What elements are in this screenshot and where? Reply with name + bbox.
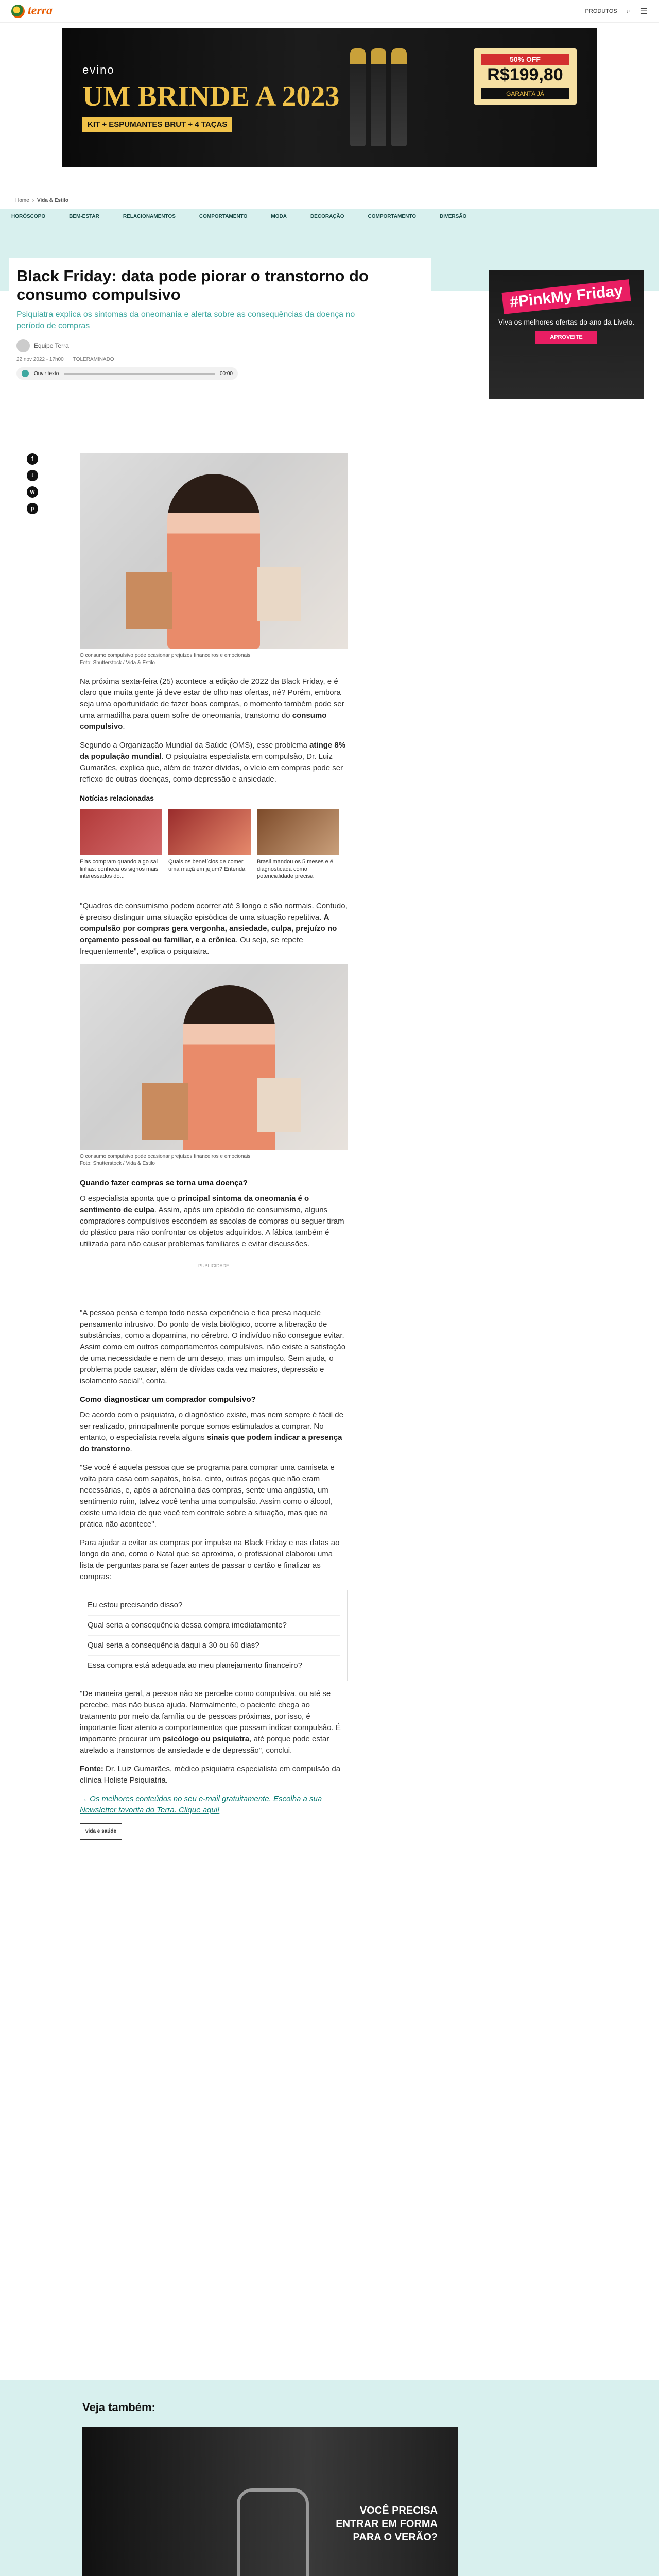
ad-brand: evino xyxy=(82,63,115,76)
text: . Ou seja, se repete frequentemente", explica o psiquiatra. xyxy=(80,936,303,956)
text-bold: principal sintoma da oneomania é o sentimento de culpa xyxy=(80,1194,309,1214)
side-ad-text: Viva os melhores ofertas do ano da Livelo. xyxy=(498,318,635,326)
ad-banner[interactable] xyxy=(62,28,597,167)
quote-paragraph xyxy=(80,901,348,957)
paragraph-2 xyxy=(80,740,348,785)
video-overlay-text: VOCÊ PRECISA ENTRAR EM FORMA PARA O VERÃO? xyxy=(336,2505,438,2543)
shopping-bag-image xyxy=(257,567,301,621)
text: "De maneira geral, a pessoa não se percebe como compulsiva, ou até se percebe, mas não busca ajuda. Normalmente, o paciente chega ao tratamento por meio da família ou de pessoas próximas, por isso, é importante ficar atento a comportamentos que possam indicar compulsão. É importante procurar um xyxy=(80,1689,341,1743)
photo-2-caption xyxy=(80,1153,348,1167)
facebook-icon[interactable]: f xyxy=(27,453,38,465)
bottle-image xyxy=(350,48,366,146)
text: . Assim, após um episódio de consumismo, alguns compradores compulsivos escondem as sacolas de compras ou seguer tiram do plástico para não confrontar os objetos adquiridos. A fábica também é utilizada para não causar problemas familiares e evitar discussões. xyxy=(80,1206,344,1248)
article-header xyxy=(9,258,431,380)
text: . O psiquiatra especialista em compulsão, Dr. Luiz Gumarães, explica que, além de trazer dívidas, o vício em compras pode ser reflexo de outras doenças, como depressão e ansiedade. xyxy=(80,752,343,784)
text-bold: A compulsão por compras gera vergonha, ansiedade, culpa, prejuízo no orçamento pessoal ou familiar, e a crônica xyxy=(80,913,337,944)
terra-logo-mark-icon xyxy=(11,5,25,18)
text: De acordo com o psiquiatra, o diagnóstico existe, mas nem sempre é fácil de ser realizado, principalmente porque somos estimulados a comprar. No entanto, o especialista revela alguns xyxy=(80,1411,343,1442)
side-ad[interactable] xyxy=(489,270,644,399)
questions-list xyxy=(80,1590,348,1681)
paragraph-5 xyxy=(80,1410,348,1455)
text-bold: sinais que podem indicar a presença do transtorno xyxy=(80,1433,342,1453)
question-item: Essa compra está adequada ao meu planejamento financeiro? xyxy=(88,1661,302,1670)
text: Segundo a Organização Mundial da Saúde (OMS), esse problema xyxy=(80,741,310,750)
caption-text: O consumo compulsivo pode ocasionar prejuízos financeiros e emocionais xyxy=(80,653,251,658)
subheading-when: Quando fazer compras se torna uma doença? xyxy=(80,1179,248,1188)
ad-headline: UM BRINDE A 2023 xyxy=(82,80,340,112)
photo-1-caption xyxy=(80,652,348,667)
source-paragraph xyxy=(80,1764,348,1786)
menu-icon[interactable]: ☰ xyxy=(640,7,648,16)
text: O especialista aponta que o xyxy=(80,1194,178,1203)
veja-tambem-section xyxy=(0,2380,659,2576)
text-bold: consumo compulsivo xyxy=(80,711,327,731)
article-title: Black Friday: data pode piorar o transtorno do consumo compulsivo xyxy=(16,267,369,303)
bottle-image xyxy=(391,48,407,146)
text-bold: Fonte: xyxy=(80,1765,103,1773)
caption-credit: Foto: Shutterstock / Vida & Estilo xyxy=(80,1161,155,1166)
ad-bottles-image xyxy=(350,48,407,146)
newsletter-link-text[interactable]: → Os melhores conteúdos no seu e-mail gratuitamente. Escolha a sua Newsletter favorita do Terra. Clique aqui! xyxy=(80,1794,322,1815)
search-icon[interactable]: ⌕ xyxy=(626,6,631,15)
caption-text: O consumo compulsivo pode ocasionar prejuízos financeiros e emocionais xyxy=(80,1154,251,1159)
updated-label: TOLERAMINADO xyxy=(73,357,114,362)
paragraph-3 xyxy=(80,1193,348,1250)
audio-time: 00:00 xyxy=(219,370,233,377)
tab-comportamento-2[interactable]: COMPORTAMENTO xyxy=(368,213,417,219)
paragraph-6: "Se você é aquela pessoa que se programa para comprar uma camiseta e volta para casa com sapatos, bolsa, cinto, outras peças que não eram necessárias, e, após a adrenalina das compras, sente uma angústia, um sentimento ruim, talvez você tenha uma compulsão. Assim como o álcool, existe uma ideia de que você tem controle sobre a situação, mas que na prática não acontece". xyxy=(80,1463,335,1529)
text: Na próxima sexta-feira (25) acontece a edição de 2022 da Black Friday, e é claro que muita gente já deve estar de olho nas ofertas, né? Porém, embora seja uma oportunidade de fazer boas compras, o momento também pode ser uma armadilha para quem sofre de oneomania, transtorno do xyxy=(80,677,344,720)
text: . xyxy=(130,1445,132,1453)
tab-moda[interactable]: MODA xyxy=(271,213,287,219)
ad-banner-text xyxy=(62,63,340,132)
related-image xyxy=(257,809,339,855)
ad-cta-button[interactable]: GARANTA JÁ xyxy=(481,88,569,99)
terra-logo[interactable] xyxy=(11,4,53,18)
question-item: Qual seria a consequência daqui a 30 ou 60 dias? xyxy=(88,1636,340,1656)
audio-player[interactable] xyxy=(16,367,238,380)
exercise-bike-image xyxy=(237,2488,309,2576)
tab-relacionamentos[interactable]: RELACIONAMENTOS xyxy=(123,213,176,219)
shopping-bag-image xyxy=(142,1083,188,1140)
article-meta xyxy=(16,357,424,362)
text: . xyxy=(123,722,125,731)
related-title: Brasil mandou os 5 meses e é diagnosticada como potencialidade precisa xyxy=(257,859,333,879)
section-tabs xyxy=(0,209,659,226)
related-card[interactable] xyxy=(168,809,251,880)
woman-figure-image xyxy=(167,474,260,649)
paragraph-7: Para ajudar a evitar as compras por impulso na Black Friday e nas datas ao longo do ano, como o Natal que se aproxima, o profissional elaborou uma lista de perguntas para se fazer antes de passar o cartão e finalizar as compras: xyxy=(80,1538,340,1581)
shopping-bag-image xyxy=(257,1078,301,1132)
text: Dr. Luiz Gumarães, médico psiquiatra especialista em compulsão da clínica Holiste Psiquiatria. xyxy=(80,1765,341,1785)
ad-kit: KIT + ESPUMANTES BRUT + 4 TAÇAS xyxy=(82,117,232,132)
tab-diversao[interactable]: DIVERSÃO xyxy=(440,213,467,219)
article-subtitle: Psiquiatra explica os sintomas da oneomania e alerta sobre as consequências da doença no período de compras xyxy=(16,310,355,330)
article-body xyxy=(80,453,348,1840)
question-item: Eu estou precisando disso? xyxy=(88,1596,340,1616)
breadcrumb-section[interactable]: Vida & Estilo xyxy=(37,198,68,204)
article-photo-1 xyxy=(80,453,348,649)
question-item: Qual seria a consequência dessa compra imediatamente? xyxy=(88,1616,340,1636)
logo-text: terra xyxy=(28,4,53,18)
related-image xyxy=(80,809,162,855)
related-card[interactable] xyxy=(80,809,162,880)
subheading-diagnose: Como diagnosticar um comprador compulsivo? xyxy=(80,1395,256,1404)
side-ad-button[interactable]: APROVEITE xyxy=(535,331,597,344)
listen-label: Ouvir texto xyxy=(34,370,59,377)
publish-date: 22 nov 2022 - 17h00 xyxy=(16,357,64,362)
ad-price-box xyxy=(474,48,577,105)
tab-decoracao[interactable]: DECORAÇÃO xyxy=(310,213,344,219)
related-card[interactable] xyxy=(257,809,339,880)
audio-progress-bar[interactable] xyxy=(64,373,215,375)
video-player[interactable] xyxy=(82,2427,458,2576)
side-ad-title: #PinkMy Friday xyxy=(501,279,631,314)
tab-horoscopo[interactable]: HORÓSCOPO xyxy=(11,213,46,219)
breadcrumb-separator: › xyxy=(32,198,34,204)
paragraph-1 xyxy=(80,676,348,733)
products-menu[interactable]: PRODUTOS xyxy=(585,8,617,14)
text: "Quadros de consumismo podem ocorrer até 3 longo e são normais. Contudo, é preciso distinguir uma situação episódica de uma situação repetitiva. xyxy=(80,902,348,922)
breadcrumb xyxy=(15,198,659,204)
header-actions xyxy=(585,6,648,16)
shopping-bag-image xyxy=(126,572,172,629)
bottle-image xyxy=(371,48,386,146)
related-news-heading: Notícias relacionadas xyxy=(80,794,154,802)
tab-bem-estar[interactable]: BEM-ESTAR xyxy=(69,213,99,219)
paragraph-4: "A pessoa pensa e tempo todo nessa experiência e fica presa naquele pensamento intrusivo. Do ponto de vista biológico, ocorre a liberação de substâncias, como a dopamina, no cérebro. O indivíduo não consegue evitar. Assim como em outros comportamentos compulsivos, não existe a satisfação de uma necessidade e nem de um desejo, mas um impulso. Sem ajuda, o problema pode causar, além de dívidas cada vez maiores, depressão e isolamento social", conta. xyxy=(80,1309,346,1385)
article-top xyxy=(9,258,431,380)
ad-discount: 50% OFF xyxy=(481,54,569,65)
related-image xyxy=(168,809,251,855)
text-bold: atinge 8% da população mundial xyxy=(80,741,346,761)
pinterest-icon[interactable]: p xyxy=(27,503,38,514)
related-title: Quais os benefícios de comer uma maçã em jejum? Entenda xyxy=(168,859,246,872)
publicidade-label: PUBLICIDADE xyxy=(198,1263,230,1268)
author-avatar xyxy=(16,339,30,352)
tag-button[interactable]: vida e saúde xyxy=(80,1823,122,1840)
play-icon[interactable] xyxy=(22,370,29,377)
ad-price: R$199,80 xyxy=(487,65,563,84)
twitter-icon[interactable]: t xyxy=(27,470,38,481)
newsletter-link[interactable] xyxy=(80,1793,348,1816)
text-bold: psicólogo ou psiquiatra xyxy=(162,1735,250,1743)
author-line xyxy=(16,339,424,352)
whatsapp-icon[interactable]: w xyxy=(27,486,38,498)
social-share xyxy=(27,453,38,514)
author-name[interactable]: Equipe Terra xyxy=(34,342,69,349)
related-title: Elas compram quando algo sai linhas: conheça os signos mais interessados do... xyxy=(80,859,159,879)
tab-comportamento[interactable]: COMPORTAMENTO xyxy=(199,213,248,219)
caption-credit: Foto: Shutterstock / Vida & Estilo xyxy=(80,660,155,666)
top-header xyxy=(0,0,659,23)
veja-heading: Veja também: xyxy=(82,2401,155,2414)
related-news xyxy=(80,809,348,880)
breadcrumb-home[interactable]: Home xyxy=(15,198,29,204)
article-photo-2 xyxy=(80,964,348,1150)
paragraph-8 xyxy=(80,1688,348,1756)
text: , até porque pode estar atrelado a transtornos de ansiedade e de depressão", conclui. xyxy=(80,1735,330,1755)
